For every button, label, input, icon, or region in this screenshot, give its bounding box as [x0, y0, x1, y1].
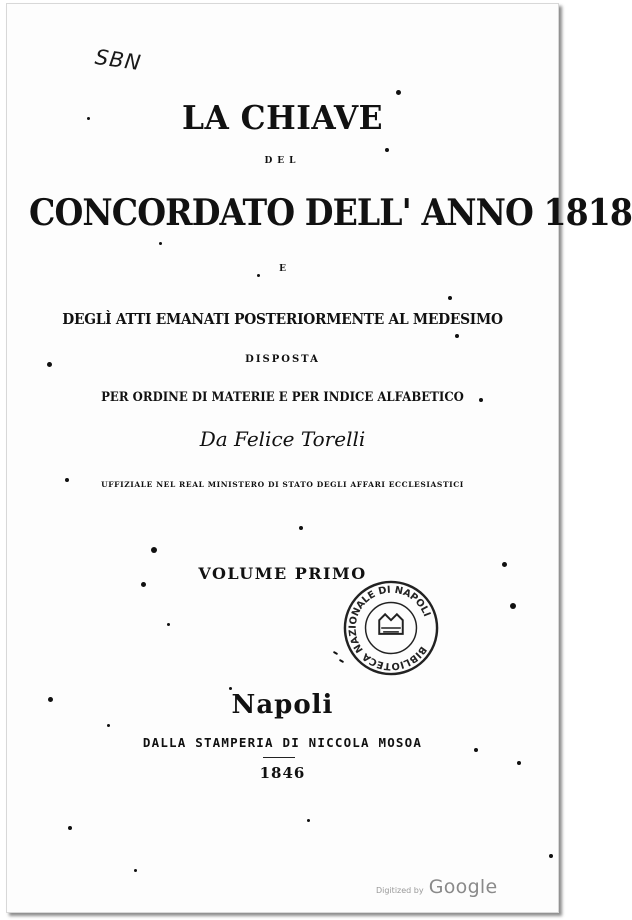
arrangement-line: PER ORDINE DI MATERIE E PER INDICE ALFABETICO: [101, 390, 464, 405]
speck: [510, 603, 516, 609]
speck: [307, 819, 310, 822]
speck: [141, 582, 146, 587]
speck: [68, 826, 72, 830]
title-page: [6, 3, 632, 913]
handwritten-note: SBN: [93, 44, 143, 76]
speck: [517, 761, 521, 765]
speck: [448, 296, 452, 300]
speck: [385, 148, 389, 152]
speck: [48, 697, 53, 702]
main-title: CONCORDATO DELL' ANNO 1818: [29, 192, 632, 234]
speck: [299, 526, 303, 530]
speck: [455, 334, 459, 338]
speck: [167, 623, 170, 626]
speck: [396, 90, 401, 95]
title-conjunction: E: [279, 264, 286, 274]
library-stamp-icon: [342, 579, 440, 677]
stamp-text: BIBLIOTECA NAZIONALE DI NAPOLI: [347, 584, 433, 672]
imprint-year: 1846: [259, 764, 306, 782]
imprint-rule: [263, 757, 295, 758]
speck: [65, 478, 69, 482]
author-position: UFFIZIALE NEL REAL MINISTERO DI STATO DEGLI AFFARI ECCLESIASTICI: [101, 480, 464, 489]
speck: [479, 398, 483, 402]
speck: [333, 651, 338, 655]
speck: [159, 242, 162, 245]
volume-label: VOLUME PRIMO: [198, 564, 367, 583]
title-line-1: LA CHIAVE: [181, 98, 384, 137]
watermark-prefix: Digitized by: [376, 886, 424, 895]
speck: [549, 854, 553, 858]
speck: [229, 687, 232, 690]
imprint-printer: DALLA STAMPERIA DI NICCOLA MOSOA: [142, 735, 423, 750]
speck: [151, 547, 157, 553]
title-line-2: DEL: [264, 156, 301, 166]
google-watermark: [376, 876, 498, 898]
speck: [257, 274, 260, 277]
author: Da Felice Torelli: [199, 427, 366, 451]
speck: [87, 117, 90, 120]
speck: [502, 562, 507, 567]
disposta-label: DISPOSTA: [245, 354, 320, 365]
subtitle: DEGLÌ ATTI EMANATI POSTERIORMENTE AL MEDESIMO: [62, 310, 503, 328]
speck: [47, 362, 52, 367]
imprint-city: Napoli: [231, 690, 334, 720]
watermark-brand: Google: [428, 876, 498, 898]
speck: [474, 748, 478, 752]
speck: [134, 869, 137, 872]
speck: [107, 724, 110, 727]
